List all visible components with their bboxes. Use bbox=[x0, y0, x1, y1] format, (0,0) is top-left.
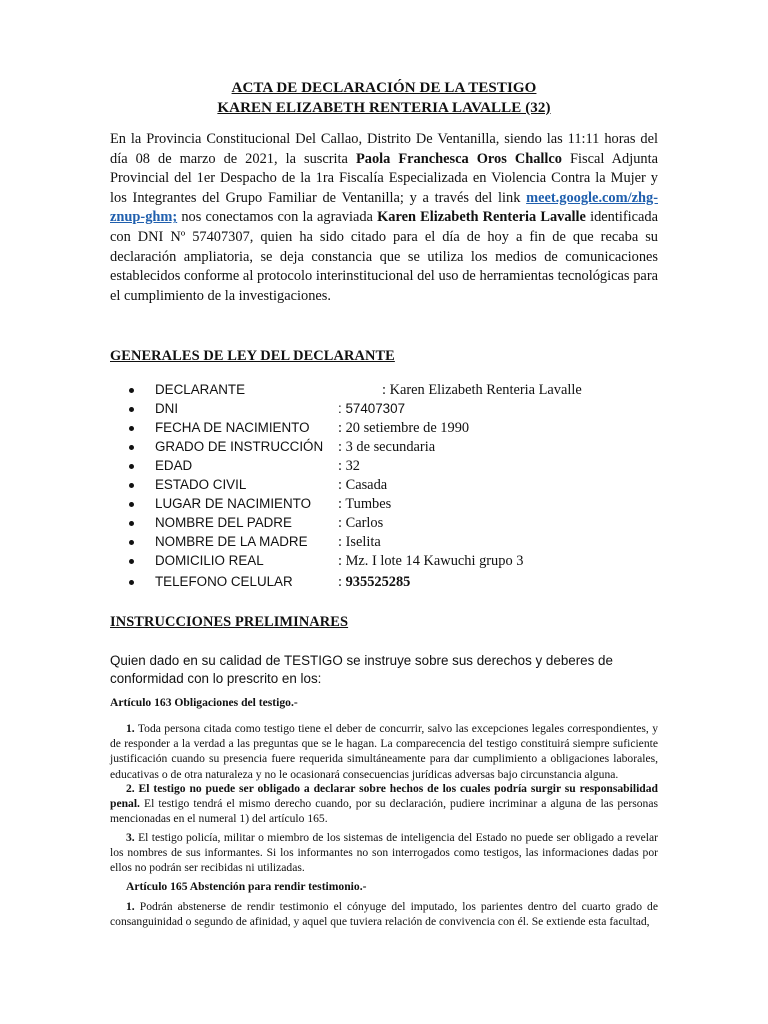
intro-text-1: En la Provincia Constitucional Del Callao, Distrito De Ventanilla, siendo las 11:11 horas del día 08 de marzo de 2021, la suscrita bbox=[110, 131, 658, 167]
intro-text-3: nos conectamos con la agraviada bbox=[177, 209, 378, 226]
bullet-icon bbox=[129, 540, 134, 545]
list-item bbox=[110, 496, 670, 515]
bullet-icon bbox=[129, 388, 134, 393]
field-label: NOMBRE DEL PADRE bbox=[155, 515, 292, 530]
field-label: NOMBRE DE LA MADRE bbox=[155, 534, 308, 549]
field-value: : Mz. I lote 14 Kawuchi grupo 3 bbox=[338, 553, 524, 569]
phone-number: 935525285 bbox=[345, 574, 411, 590]
list-item bbox=[110, 515, 670, 534]
list-item bbox=[110, 420, 670, 439]
field-label: GRADO DE INSTRUCCIÓN bbox=[155, 439, 324, 454]
field-value: : Casada bbox=[338, 477, 388, 493]
field-label: TELEFONO CELULAR bbox=[155, 574, 293, 589]
paragraph-number: 1. bbox=[126, 900, 135, 913]
meet-link[interactable]: meet.google.com/zhg-znup-ghm; bbox=[110, 189, 658, 226]
paragraph-text: Toda persona citada como testigo tiene el deber de concurrir, salvo las excepciones legales correspondientes, y de responder a la verdad a las preguntas que se le hagan. La comparecencia del testigo constituirá siempre suficiente justificación cuando su presencia fuere requerida simultáneamente para dar cumplimiento a obligaciones laborales, educativas o de otra naturaleza y no le ocasionará consecuencias jurídicas adversas bajo circunstancia alguna. bbox=[110, 722, 658, 781]
bullet-icon bbox=[129, 502, 134, 507]
paragraph-text: El testigo tendrá el mismo derecho cuando, por su declaración, pudiere incriminar a alguna de las personas mencionadas en el numeral 1) del artículo 165. bbox=[110, 797, 658, 826]
list-item bbox=[110, 553, 670, 572]
list-item bbox=[110, 439, 670, 458]
field-value bbox=[338, 574, 410, 591]
intro-paragraph bbox=[110, 130, 658, 306]
paragraph-number: 1. bbox=[126, 722, 135, 735]
field-value: : 20 setiembre de 1990 bbox=[338, 420, 470, 436]
paragraph-number: 3. bbox=[126, 831, 135, 844]
bullet-icon bbox=[129, 559, 134, 564]
section-instrucciones-heading: INSTRUCCIONES PRELIMINARES bbox=[110, 614, 349, 630]
bullet-icon bbox=[129, 483, 134, 488]
field-value: : Tumbes bbox=[338, 496, 392, 512]
section-generales-heading: GENERALES DE LEY DEL DECLARANTE bbox=[110, 348, 395, 364]
bullet-icon bbox=[129, 445, 134, 450]
field-label: DNI bbox=[155, 401, 179, 416]
bullet-icon bbox=[129, 580, 134, 585]
field-label: FECHA DE NACIMIENTO bbox=[155, 420, 310, 435]
list-item bbox=[110, 477, 670, 496]
field-label: LUGAR DE NACIMIENTO bbox=[155, 496, 311, 511]
document-subtitle: KAREN ELIZABETH RENTERIA LAVALLE (32) bbox=[217, 100, 551, 116]
field-label: DOMICILIO REAL bbox=[155, 553, 264, 568]
bullet-icon bbox=[129, 464, 134, 469]
article-165-title: Artículo 165 Abstención para rendir testimonio.- bbox=[126, 880, 367, 893]
field-value: : Carlos bbox=[338, 515, 384, 531]
list-item bbox=[110, 534, 670, 553]
bullet-icon bbox=[129, 426, 134, 431]
article-163-title: Artículo 163 Obligaciones del testigo.- bbox=[110, 696, 298, 709]
paragraph-bold-text: 2. El testigo no puede ser obligado a declarar sobre hechos de los cuales podría surgir su responsabilidad penal. bbox=[110, 782, 658, 811]
list-item bbox=[110, 458, 670, 477]
fiscal-name: Paola Franchesca Oros Challco bbox=[355, 150, 563, 167]
field-value: : Iselita bbox=[338, 534, 381, 550]
article-163-paragraph-1 bbox=[110, 721, 658, 782]
field-label: EDAD bbox=[155, 458, 193, 473]
field-label: ESTADO CIVIL bbox=[155, 477, 247, 492]
intro-text-2: Fiscal Adjunta Provincial del 1er Despacho de la 1ra Fiscalía Especializada en Violencia Contra la Mujer y los Integrantes del Grupo Familiar de Ventanilla; y a través del link bbox=[110, 150, 658, 206]
document-title: ACTA DE DECLARACIÓN DE LA TESTIGO bbox=[231, 80, 537, 96]
list-item bbox=[110, 574, 670, 593]
paragraph-text: Podrán abstenerse de rendir testimonio el cónyuge del imputado, los parientes dentro del cuarto grado de consanguinidad o segundo de afinidad, y aquel que tuviera relación de convivencia con él. Se extiende esta facultad, bbox=[110, 900, 658, 929]
agraviada-name: Karen Elizabeth Renteria Lavalle bbox=[377, 209, 586, 226]
bullet-icon bbox=[129, 407, 134, 412]
list-item bbox=[110, 401, 670, 420]
quien-paragraph: Quien dado en su calidad de TESTIGO se instruye sobre sus derechos y deberes de conformidad con lo prescrito en los: bbox=[110, 653, 613, 686]
list-item bbox=[110, 382, 670, 401]
field-value: : Karen Elizabeth Renteria Lavalle bbox=[382, 382, 582, 398]
value-prefix: : bbox=[338, 574, 346, 590]
article-163-paragraph-2 bbox=[110, 781, 658, 827]
field-label: DECLARANTE bbox=[155, 382, 246, 397]
field-value: : 32 bbox=[338, 458, 360, 474]
paragraph-text: El testigo policía, militar o miembro de los sistemas de inteligencia del Estado no puede ser obligado a revelar los nombres de sus informantes. Si los informantes no son interrogados como testigos, las informaciones dadas por ellos no podrán ser recibidas ni utilizadas. bbox=[110, 831, 658, 875]
intro-text-4: identificada con DNI Nº 57407307, quien ha sido citado para el día de hoy a fin de que recaba su declaración ampliatoria, se deja constancia que se utiliza los medios de comunicaciones establecidos conforme al protocolo interinstitucional del uso de herramientas tecnológicas para el cumplimiento de la investigaciones. bbox=[110, 209, 658, 304]
field-value: : 3 de secundaria bbox=[338, 439, 436, 455]
article-165-paragraph-1 bbox=[110, 899, 658, 929]
article-163-paragraph-3 bbox=[110, 830, 658, 876]
field-value: : 57407307 bbox=[338, 401, 406, 416]
bullet-icon bbox=[129, 521, 134, 526]
generales-list bbox=[110, 382, 670, 593]
